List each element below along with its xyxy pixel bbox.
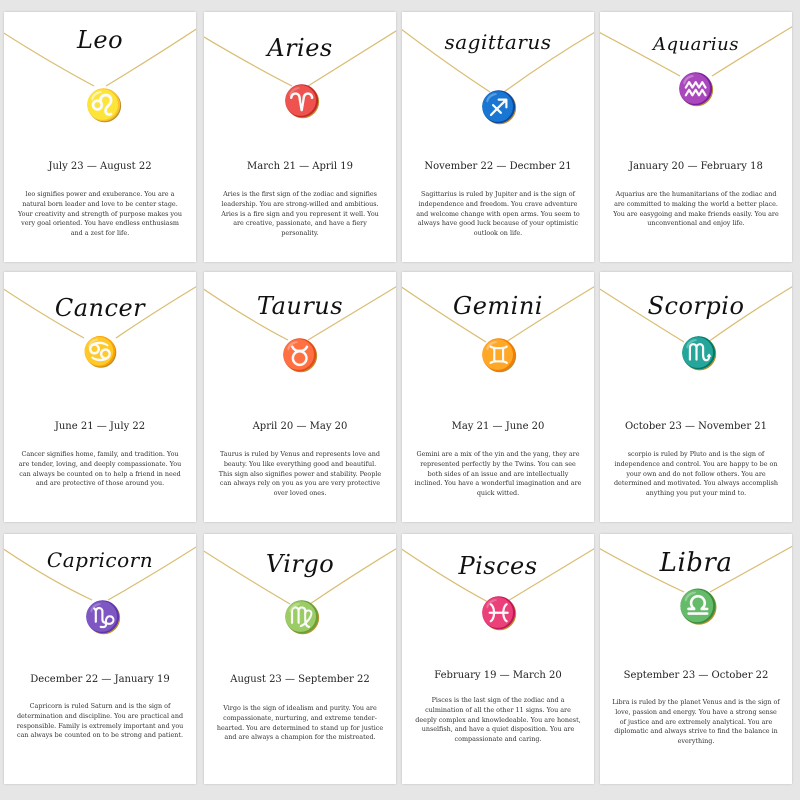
sign-title: Libra [659, 548, 733, 578]
sign-description: Gemini are a mix of the yin and the yang, they are represented perfectly by the Twins. You can see both sides of an issue and are intellectually inclined. You have a wonderful imagination and are quick witted. [414, 450, 582, 498]
sign-title: Gemini [453, 292, 543, 320]
sign-title: Aquarius [652, 34, 740, 55]
date-range: April 20 — May 20 [252, 421, 348, 432]
scorpio-pendant-icon: ♏ [680, 336, 718, 371]
sagittarius-pendant-icon: ♐ [480, 90, 518, 125]
date-range: August 23 — September 22 [230, 674, 370, 685]
zodiac-card-taurus [204, 272, 396, 522]
aries-pendant-icon: ♈ [283, 84, 321, 119]
sign-description: Aquarius are the humanitarians of the zodiac and are committed to making the world a better place. You are easygoing and make friends easily. You are unconventional and enjoy life. [613, 190, 779, 228]
date-range: January 20 — February 18 [629, 161, 763, 172]
virgo-pendant-icon: ♍ [283, 600, 321, 635]
zodiac-card-aries [204, 12, 396, 262]
aquarius-pendant-icon: ♒ [677, 72, 715, 107]
zodiac-card-aquarius [600, 12, 792, 262]
leo-pendant-icon: ♌ [85, 88, 123, 123]
sign-description: scorpio is ruled by Pluto and is the sign of independence and control. You are happy to be on your own and do not follow others. You are determined and motivated. You always accomplish anything you put your mind to. [613, 450, 779, 498]
cancer-pendant-icon: ♋ [82, 335, 118, 368]
date-range: November 22 — Decmber 21 [424, 161, 572, 172]
date-range: May 21 — June 20 [451, 421, 545, 432]
sign-description: Libra is ruled by the planet Venus and is the sign of love, passion and energy. You have a strong sense of justice and are extremely analytical. You are diplomatic and always strive to find the balance in everything. [612, 698, 780, 746]
sign-title: Aries [267, 34, 333, 62]
zodiac-card-sagittarius [402, 12, 594, 262]
date-range: March 21 — April 19 [247, 161, 353, 172]
sign-description: Virgo is the sign of idealism and purity. You are compassionate, nurturing, and extreme tender-hearted. You are determined to stand up for justice and are always a champion for the mistreated. [216, 704, 384, 742]
date-range: July 23 — August 22 [48, 161, 152, 172]
zodiac-card-gemini [402, 272, 594, 522]
sign-title: Scorpio [647, 292, 745, 320]
necklace-chain [600, 272, 792, 392]
sign-description: leo signifies power and exuberance. You are a natural born leader and love to be center stage. Your creativity and strength of purpose makes you very goal oriented. You have endless enthusiasm and a zest for life. [17, 190, 182, 238]
libra-pendant-icon: ♎ [678, 587, 718, 625]
zodiac-card-scorpio [600, 272, 792, 522]
sign-description: Aries is the first sign of the zodiac and signifies leadership. You are strong-willed and ambitious. Aries is a fire sign and you represent it well. You are creative, passionate, and have a fiery personality. [221, 190, 379, 238]
gemini-pendant-icon: ♊ [480, 338, 518, 373]
sign-title: Pisces [458, 552, 538, 580]
zodiac-card-capricorn [4, 534, 196, 784]
date-range: February 19 — March 20 [434, 670, 562, 681]
zodiac-card-libra [600, 534, 792, 784]
date-range: December 22 — January 19 [30, 674, 170, 685]
sign-title: sagittarus [444, 30, 552, 54]
sign-title: Cancer [54, 294, 146, 322]
sign-title: Virgo [265, 550, 335, 578]
date-range: September 23 — October 22 [623, 670, 769, 681]
sign-description: Taurus is ruled by Venus and represents love and beauty. You like everything good and beautiful. This sign also signifies power and stability. People can always rely on you as you are very protective over loved ones. [218, 450, 382, 498]
sign-description: Sagittarius is ruled by Jupiter and is the sign of independence and freedom. You crave adventure and welcome change with open arms. You seem to always have good luck because of your optimistic outlook on life. [416, 190, 580, 238]
date-range: June 21 — July 22 [54, 421, 146, 432]
pisces-pendant-icon: ♓ [480, 596, 518, 631]
sign-title: Leo [76, 26, 124, 54]
capricorn-pendant-icon: ♑ [84, 600, 122, 635]
sign-title: Taurus [256, 292, 344, 320]
taurus-pendant-icon: ♉ [281, 338, 319, 373]
zodiac-card-cancer [4, 272, 196, 522]
sign-description: Cancer signifies home, family, and tradition. You are tender, loving, and deeply compassionate. You can always be counted on to help a friend in need and are protective of those around you. [18, 450, 182, 488]
sign-title: Capricorn [46, 548, 154, 572]
zodiac-card-pisces [402, 534, 594, 784]
sign-description: Capricorn is ruled Saturn and is the sign of determination and discipline. You are practical and responsible. Family is extremely important and you can always be counted on to be strong and patient. [16, 702, 184, 740]
zodiac-card-virgo [204, 534, 396, 784]
sign-description: Pisces is the last sign of the zodiac and a culmination of all the other 11 signs. You are deeply complex and knowledeable. You are honest, unselfish, and have a quiet disposition. You are compassionate and caring. [415, 696, 581, 744]
date-range: October 23 — November 21 [624, 421, 768, 432]
zodiac-card-leo [4, 12, 196, 262]
